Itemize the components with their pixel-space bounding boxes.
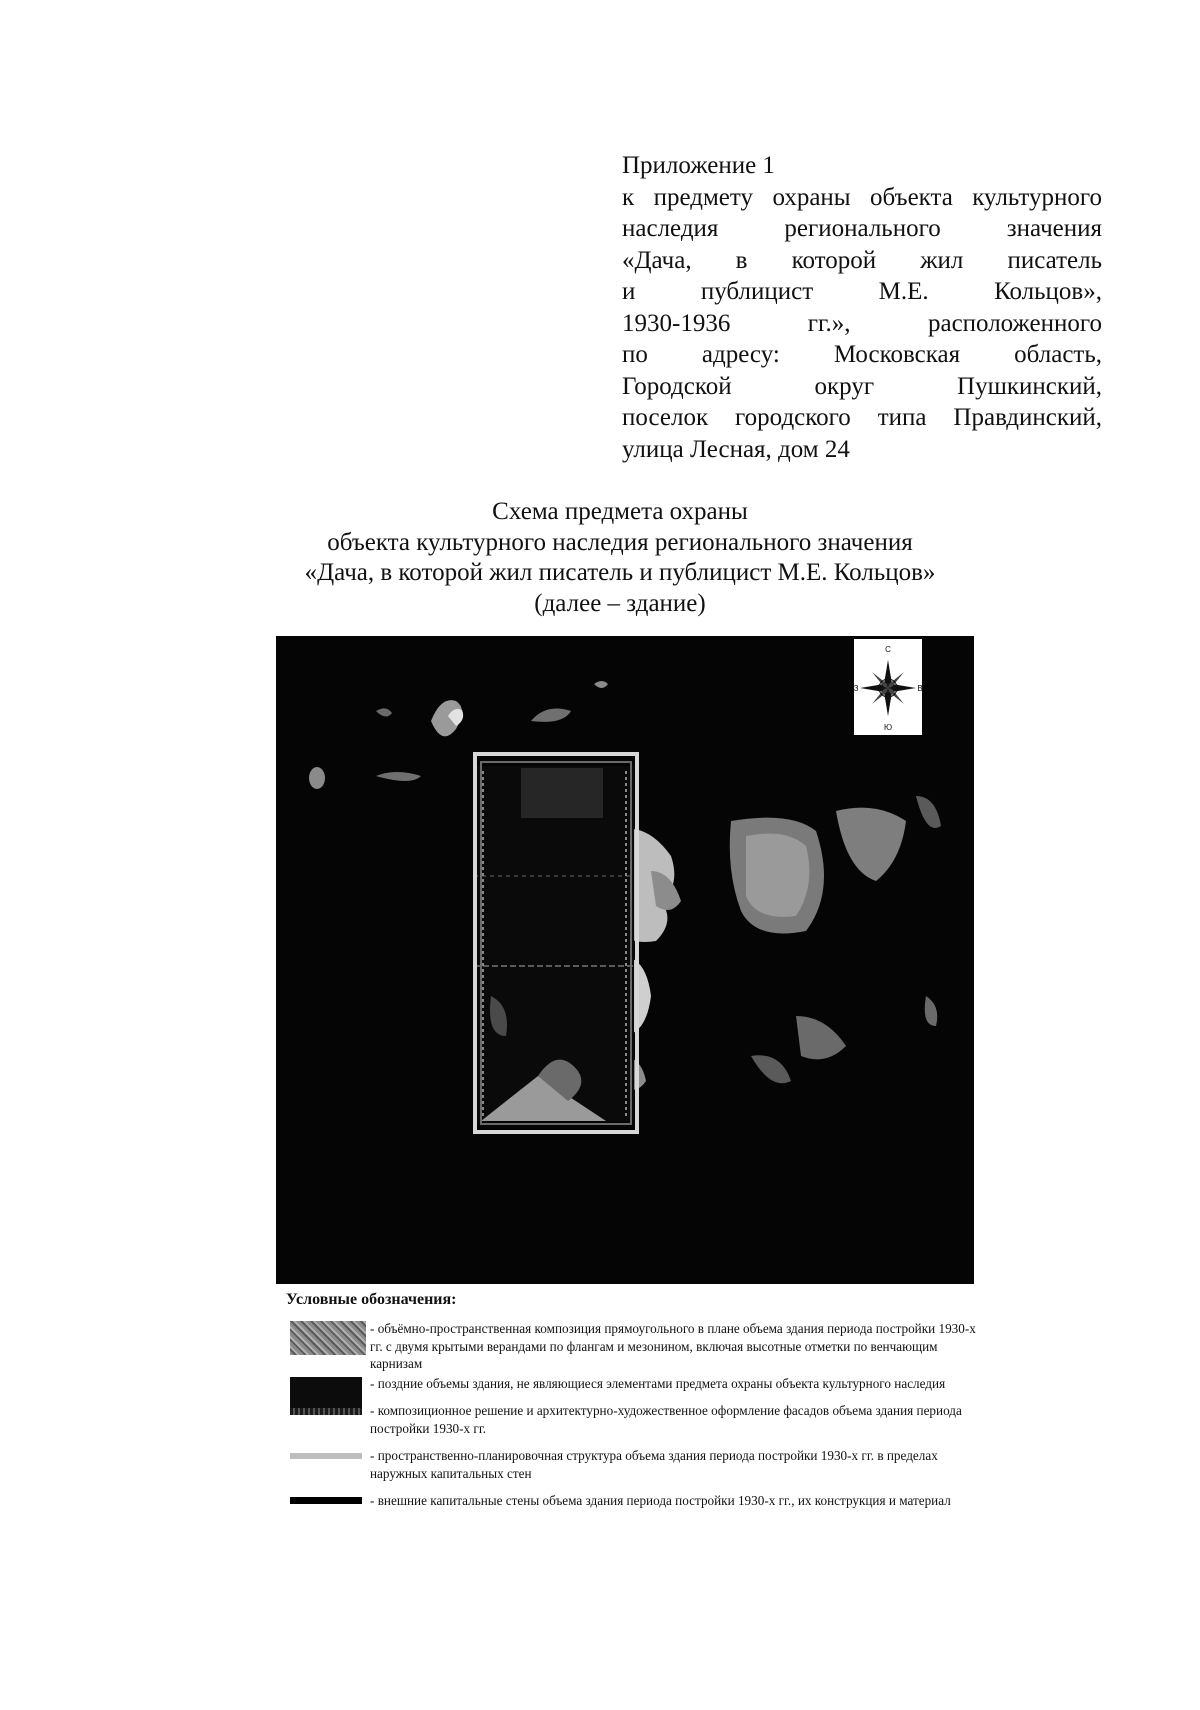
- legend-text: - объёмно-пространственная композиция прямоугольного в плане объема здания периода постройки 1930-х гг. с двумя крытыми верандами по флангам и мезонином, включая высотные отметки по венчающим карнизам: [370, 1321, 976, 1371]
- annex-header: [622, 150, 1102, 465]
- legend: [286, 1290, 986, 1510]
- legend-title: Условные обозначения:: [286, 1291, 457, 1308]
- annex-line: к предмету охраны объекта культурного: [622, 183, 1102, 211]
- annex-line: Городской округ Пушкинский,: [622, 372, 1102, 400]
- compass-rose: [854, 639, 923, 735]
- building-interior: [474, 766, 634, 1121]
- annex-line: наследия регионального значения: [622, 215, 1102, 242]
- aerial-scheme-image: [276, 636, 974, 1284]
- compass-north-label: С: [885, 645, 891, 654]
- legend-swatch-composition: [290, 1321, 366, 1355]
- compass-east-label: В: [917, 684, 923, 693]
- annex-line: по адресу: Московская область,: [622, 341, 1102, 368]
- legend-text: - внешние капитальные стены объема здания периода постройки 1930-х гг., их конструкция и материал: [370, 1493, 951, 1508]
- heading-line: Схема предмета охраны: [492, 498, 748, 525]
- legend-text: - пространственно-планировочная структура объема здания периода постройки 1930-х гг. в пределах наружных капитальных стен: [370, 1448, 938, 1481]
- legend-item: [286, 1375, 986, 1393]
- heading-line: (далее – здание): [534, 589, 706, 617]
- legend-swatch-facades: [290, 1408, 362, 1415]
- legend-item: [286, 1492, 986, 1510]
- legend-text: - поздние объемы здания, не являющиеся элементами предмета охраны объекта культурного наследия: [370, 1375, 946, 1391]
- compass-west-label: З: [853, 684, 859, 693]
- annex-line: «Дача, в которой жил писатель: [622, 246, 1102, 274]
- annex-line: 1930-1936 гг.», расположенного: [622, 309, 1102, 337]
- annex-line: Приложение 1: [622, 152, 775, 179]
- annex-line: улица Лесная, дом 24: [622, 435, 850, 463]
- heading-line: «Дача, в которой жил писатель и публицист М.Е. Кольцов»: [304, 559, 936, 586]
- heading-line: объекта культурного наследия регионального значения: [327, 528, 913, 556]
- annex-line: и публицист М.Е. Кольцов»,: [622, 278, 1102, 305]
- legend-swatch-capital-walls: [290, 1497, 362, 1504]
- legend-item: [286, 1402, 986, 1437]
- annex-line: поселок городского типа Правдинский,: [622, 404, 1102, 431]
- legend-swatch-planning-structure: [290, 1453, 362, 1459]
- legend-item: [286, 1447, 986, 1482]
- scheme-heading: [200, 497, 1040, 619]
- legend-text: - композиционное решение и архитектурно-художественное оформление фасадов объема здания периода постройки 1930-х гг.: [370, 1403, 962, 1436]
- legend-item: [286, 1320, 986, 1373]
- compass-south-label: Ю: [883, 723, 893, 732]
